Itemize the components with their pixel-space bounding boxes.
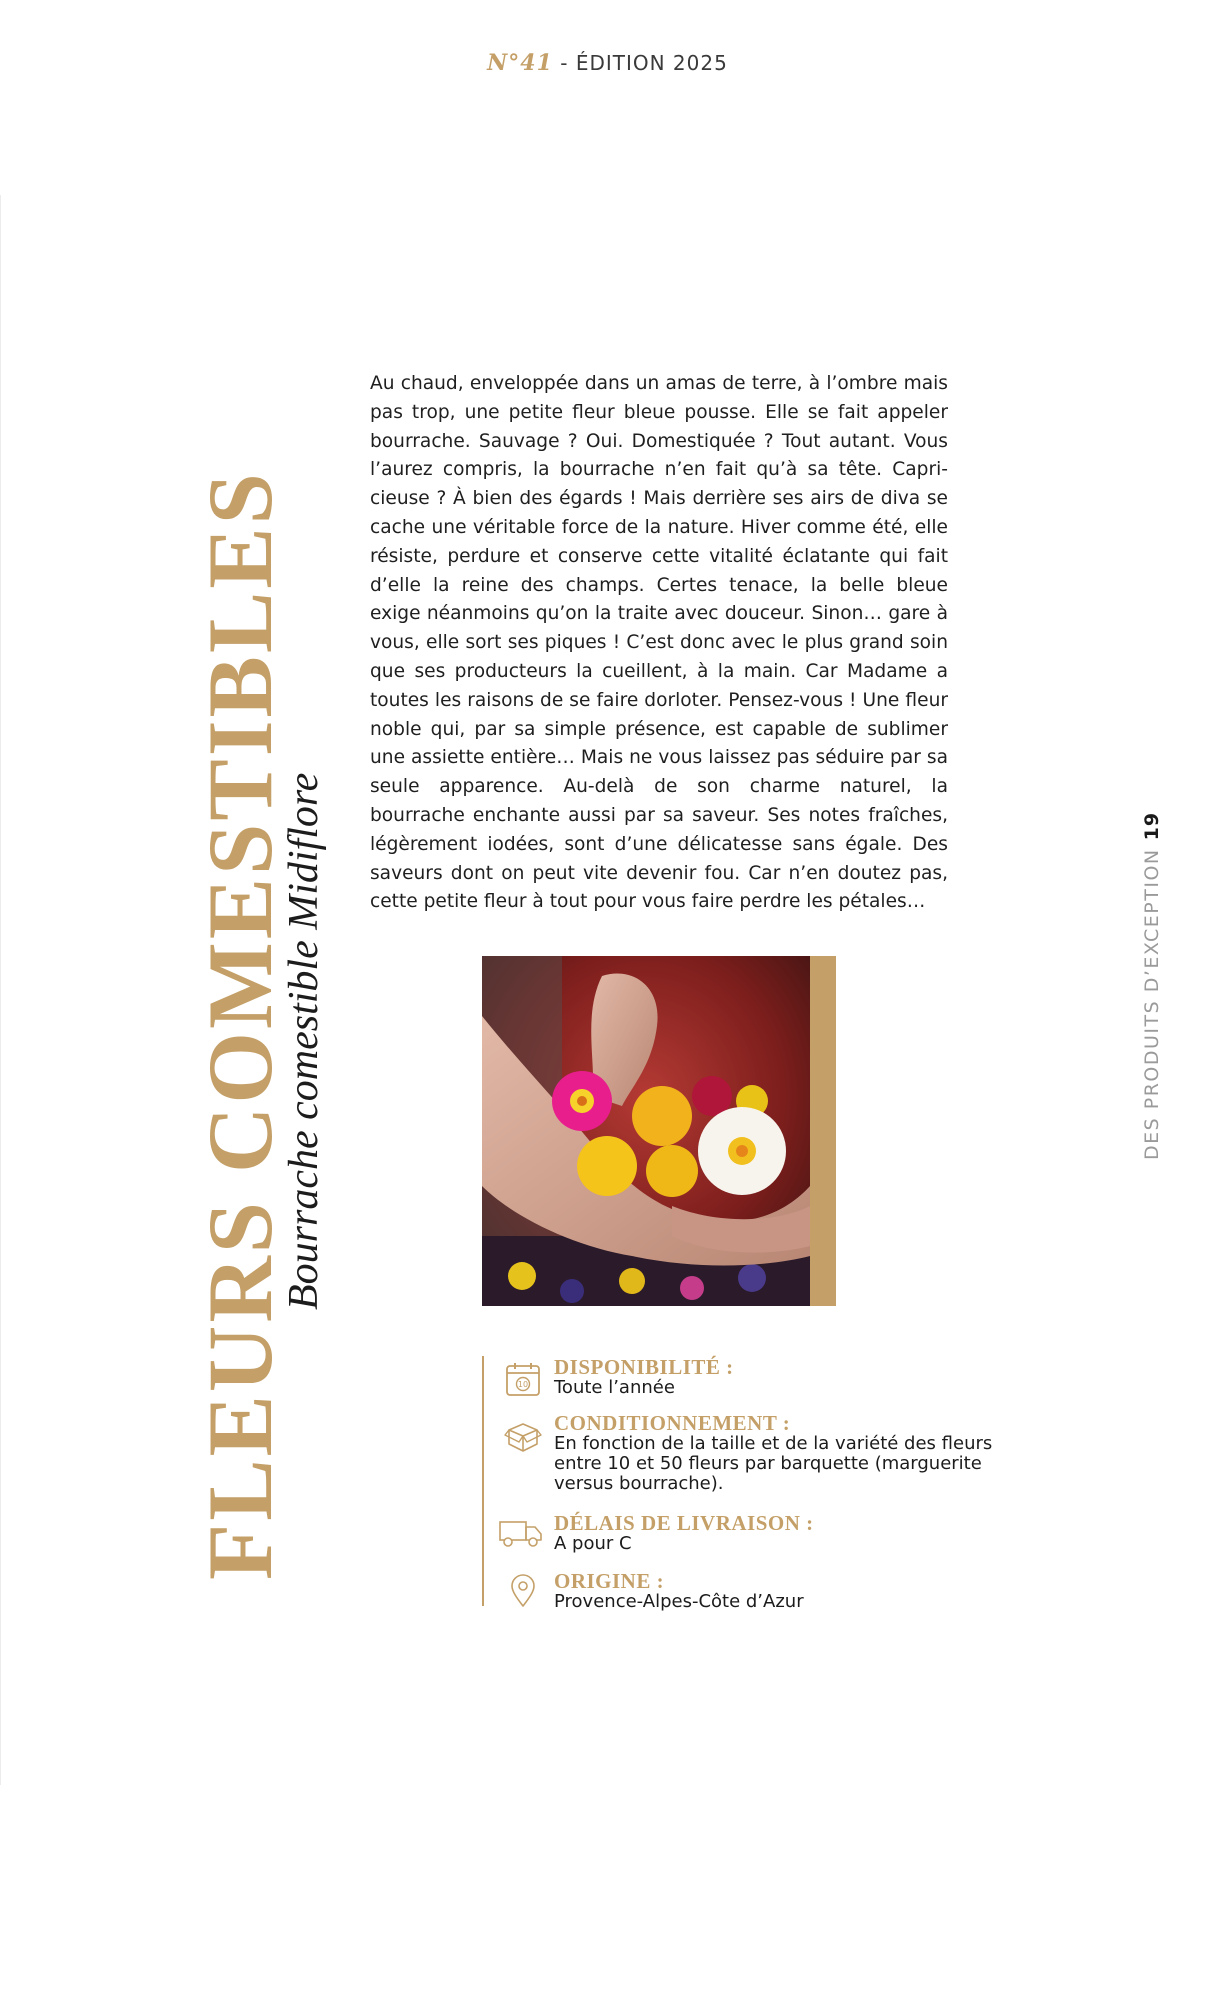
origin-value: Provence-Alpes-Côte d’Azur (554, 1591, 804, 1612)
origin-label: ORIGINE : (554, 1569, 665, 1593)
page-header (0, 50, 1215, 76)
product-info-list (482, 1355, 1004, 1612)
delivery-label: DÉLAIS DE LIVRAISON : (554, 1511, 814, 1535)
box-icon (504, 1418, 542, 1456)
edition-label: - ÉDITION 2025 (560, 51, 728, 75)
page-title: FLEURS COMESTIBLES (189, 470, 291, 1580)
running-footer (1138, 660, 1166, 1160)
svg-text:10: 10 (517, 1380, 529, 1389)
packaging-label: CONDITIONNEMENT : (554, 1411, 791, 1435)
truck-icon (498, 1514, 544, 1552)
page-subtitle: Bourrache comestible Midiflore (281, 772, 327, 1310)
issue-number: N°41 (487, 50, 553, 76)
section-name: DES PRODUITS D’EXCEPTION (1141, 848, 1163, 1160)
page-edge-divider (0, 195, 1, 1785)
delivery-value: A pour C (554, 1533, 632, 1554)
availability-value: Toute l’année (554, 1377, 675, 1398)
calendar-icon (504, 1360, 542, 1398)
location-pin-icon (504, 1572, 542, 1610)
page-number: 19 (1141, 811, 1163, 841)
flowers-in-hands-photo (482, 956, 836, 1306)
packaging-value: En fonction de la taille et de la variété des fleurs entre 10 et 50 fleurs par barquette (marguerite versus bourrache). (554, 1433, 993, 1494)
article-body: Au chaud, enveloppée dans un amas de terre, à l’ombre mais pas trop, une petite fleur bleue pousse. Elle se fait appeler bourrache. Sauvage ? Oui. Domestiquée ? Tout autant. Vous l’aurez compris, la bourrache n’en fait qu’à sa tête. Capricieuse ? À bien des égards ! Mais derrière ses airs de diva se cache une véritable force de la nature. Hiver comme été, elle résiste, perdure et conserve cette vitalité éclatante qui fait d’elle la reine des champs. Certes tenace, la belle bleue exige néanmoins qu’on la traite avec douceur. Sinon… gare à vous, elle sort ses piques ! C’est donc avec le plus grand soin que ses producteurs la cueillent, à la main. Car Madame a toutes les raisons de se faire dorloter. Pensez-vous ! Une fleur noble qui, par sa simple présence, est capable de sublimer une assiette entière… Mais ne vous laissez pas séduire par sa seule apparence. Au-delà de son charme naturel, la bourrache enchante aussi par sa saveur. Ses notes fraîches, légèrement iodées, sont d’une délicatesse sans égale. Des saveurs dont on peut vite devenir fou. Car n’en doutez pas, cette petite fleur à tout pour vous faire perdre les pétales… (370, 373, 948, 913)
availability-label: DISPONIBILITÉ : (554, 1355, 734, 1379)
